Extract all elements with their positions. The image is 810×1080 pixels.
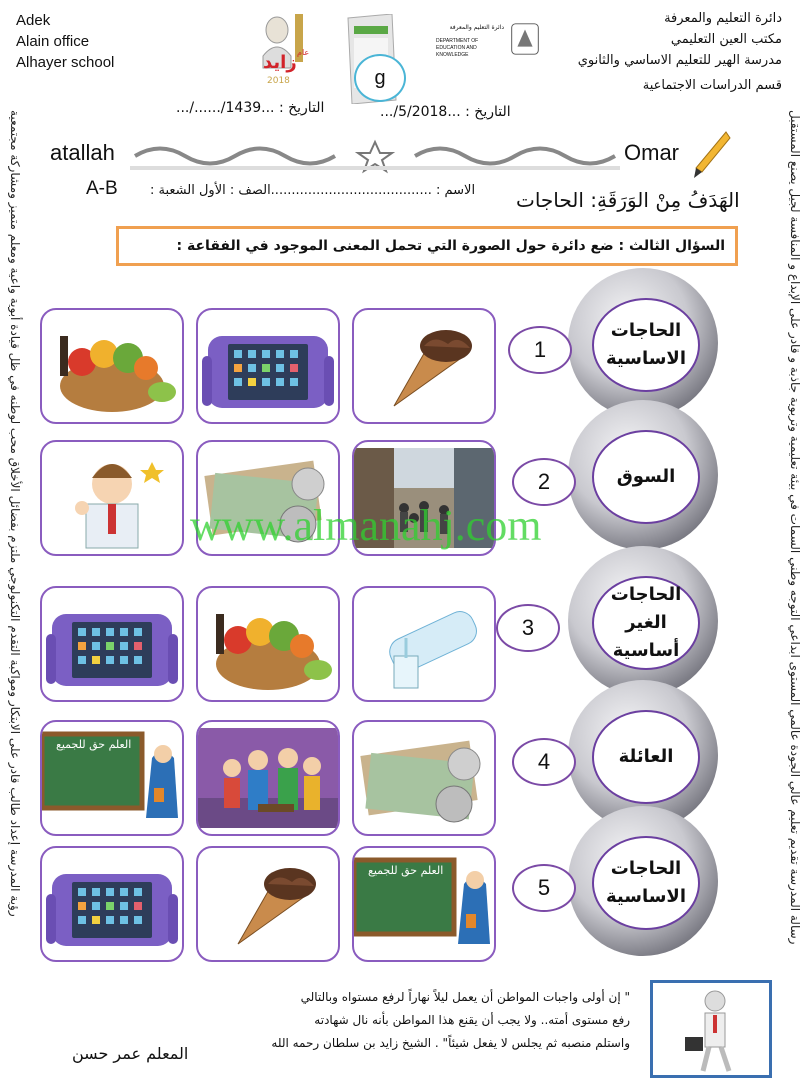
banner-left-name: atallah: [50, 140, 115, 165]
pencil-icon: [690, 128, 732, 180]
row-number: 3: [496, 604, 560, 652]
ice-cream-icon: [354, 310, 494, 422]
header-left-line: Alain office: [16, 33, 90, 50]
bubble-frame: [568, 268, 718, 418]
date-hijri: التاريخ : ...1439/....../...: [176, 100, 325, 116]
picture-option-doctor[interactable]: [40, 440, 184, 556]
book-letter: g: [374, 66, 386, 89]
header-right-line: دائرة التعليم والمعرفة: [664, 11, 782, 26]
date-gregorian: التاريخ : ...5/2018/...: [380, 104, 511, 120]
family-icon: [198, 722, 338, 834]
zayed-logo-small: عام: [297, 48, 310, 57]
food-basket-icon: [198, 588, 338, 700]
header-left-line: Adek: [16, 12, 51, 29]
row-number: 5: [512, 864, 576, 912]
watermark: www.almanahj.com: [190, 501, 542, 550]
picture-option-teacher[interactable]: [352, 846, 496, 962]
picture-option-ice-cream[interactable]: [196, 846, 340, 962]
quote-line: رفع مستوى أمته.. ولا يجب أن يقنع هذا المواطن بأنه نال شهادته: [314, 1013, 630, 1027]
bubble-label: [592, 298, 700, 392]
picture-option-tablet[interactable]: [196, 308, 340, 424]
picture-option-tablet[interactable]: [40, 586, 184, 702]
bubble-label: [592, 430, 700, 524]
bubble-label: [592, 710, 700, 804]
bubble-frame: [568, 806, 718, 956]
zayed-logo-year: 2018: [267, 76, 290, 86]
picture-option-teacher[interactable]: [40, 720, 184, 836]
businessman-icon: [653, 983, 769, 1075]
question-box: [116, 226, 738, 266]
book-logo: [340, 14, 410, 104]
adek-logo-en: DEPARTMENT OF EDUCATION AND KNOWLEDGE: [436, 38, 479, 58]
school-vision-sidetext: رؤية المدرسة إعداد طالب قادر على الابتكار ومواكبة التقدم التكنولوجي ملتزم بفضائل الأخلاق محب لوطنه في ظل قيادة أبوية واعية ومعلم متميز ومشاركة مجتمعية: [8, 110, 22, 917]
student-fields: الاسم : .......................................الصف : الأول الشعبة :: [150, 183, 476, 198]
quote-line: واستلم منصبه ثم يجلس لا يفعل شيئاً" . الشيخ زايد بن سلطان رحمه الله: [271, 1036, 630, 1050]
picture-option-ice-cream[interactable]: [352, 308, 496, 424]
picture-option-water[interactable]: [352, 586, 496, 702]
tablet-icon: [42, 588, 182, 700]
quote-block: [210, 986, 630, 1055]
water-icon: [354, 588, 494, 700]
question-text: السؤال الثالث : ضع دائرة حول الصورة التي تحمل المعنى الموجود في الفقاعة :: [176, 238, 725, 254]
bubble-label: [592, 836, 700, 930]
bubble-text-line: الحاجات: [610, 858, 682, 879]
picture-option-tablet[interactable]: [40, 846, 184, 962]
food-basket-icon: [42, 310, 182, 422]
row-number: 4: [512, 738, 576, 786]
header-right-line: مدرسة الهير للتعليم الاساسي والثانوي: [577, 53, 782, 68]
school-mission-sidetext: رسالة المدرسة تقديم تعليم عالي الجودة عالمي المستوى ابداعي التوجه وطني السمات في بيئة تعليمية وتربوية جاذبة و قادر على الإبداع و المنافسة لجيل يصنع المستقبل: [788, 110, 802, 945]
header-left-line: Alhayer school: [16, 54, 115, 71]
row-number: 2: [512, 458, 576, 506]
banner-right-name: Omar: [624, 140, 679, 165]
bubble-text-line: الاساسية: [606, 886, 686, 907]
bubble-text-line: الحاجات: [610, 584, 682, 605]
teacher-name: المعلم عمر حسن: [72, 1044, 189, 1063]
picture-option-food-basket[interactable]: [40, 308, 184, 424]
bubble-text-line: السوق: [616, 466, 676, 487]
picture-option-money[interactable]: [352, 720, 496, 836]
adek-logo-ar: دائرة التعليم والمعرفة: [449, 24, 504, 31]
header-left-block: [16, 10, 114, 73]
money-icon: [354, 722, 494, 834]
zayed-logo-text: زايد: [263, 52, 297, 73]
chalkboard-text: العلم حق للجميع: [368, 864, 444, 877]
adek-logo: [436, 20, 546, 74]
row-number: 1: [508, 326, 572, 374]
ornament-divider-icon: [130, 136, 620, 176]
bubble-frame: [568, 400, 718, 550]
tablet-icon: [198, 310, 338, 422]
bubble-frame: [568, 546, 718, 696]
tablet-icon: [42, 848, 182, 960]
bubble-text-line: الاساسية: [606, 348, 686, 369]
header-right-block: [578, 8, 782, 96]
bubble-text-line: العائلة: [618, 746, 674, 767]
quote-line: " إن أولى واجبات المواطن أن يعمل ليلاً نهاراً لرفع مستواه وبالتالي: [300, 990, 630, 1004]
zayed-year-logo: [255, 8, 315, 88]
worksheet-goal: الهَدَفُ مِنْ الوَرَقَةِ: الحاجات: [516, 188, 740, 212]
doctor-icon: [42, 442, 182, 554]
picture-option-family[interactable]: [196, 720, 340, 836]
falcon-emblem-icon: [506, 20, 544, 58]
book-letter-circle: [354, 54, 406, 102]
header-right-line: قسم الدراسات الاجتماعية: [642, 78, 782, 93]
bubble-text-line: الغير: [625, 612, 667, 633]
businessman-picture: [650, 980, 772, 1078]
header-right-line: مكتب العين التعليمي: [670, 32, 782, 47]
picture-option-food-basket[interactable]: [196, 586, 340, 702]
bubble-text-line: الحاجات: [610, 320, 682, 341]
bubble-label: [592, 576, 700, 670]
chalkboard-text: العلم حق للجميع: [56, 738, 132, 751]
bubble-text-line: أساسية: [612, 640, 680, 661]
section-label: A-B: [86, 178, 118, 199]
ice-cream-icon: [198, 848, 338, 960]
